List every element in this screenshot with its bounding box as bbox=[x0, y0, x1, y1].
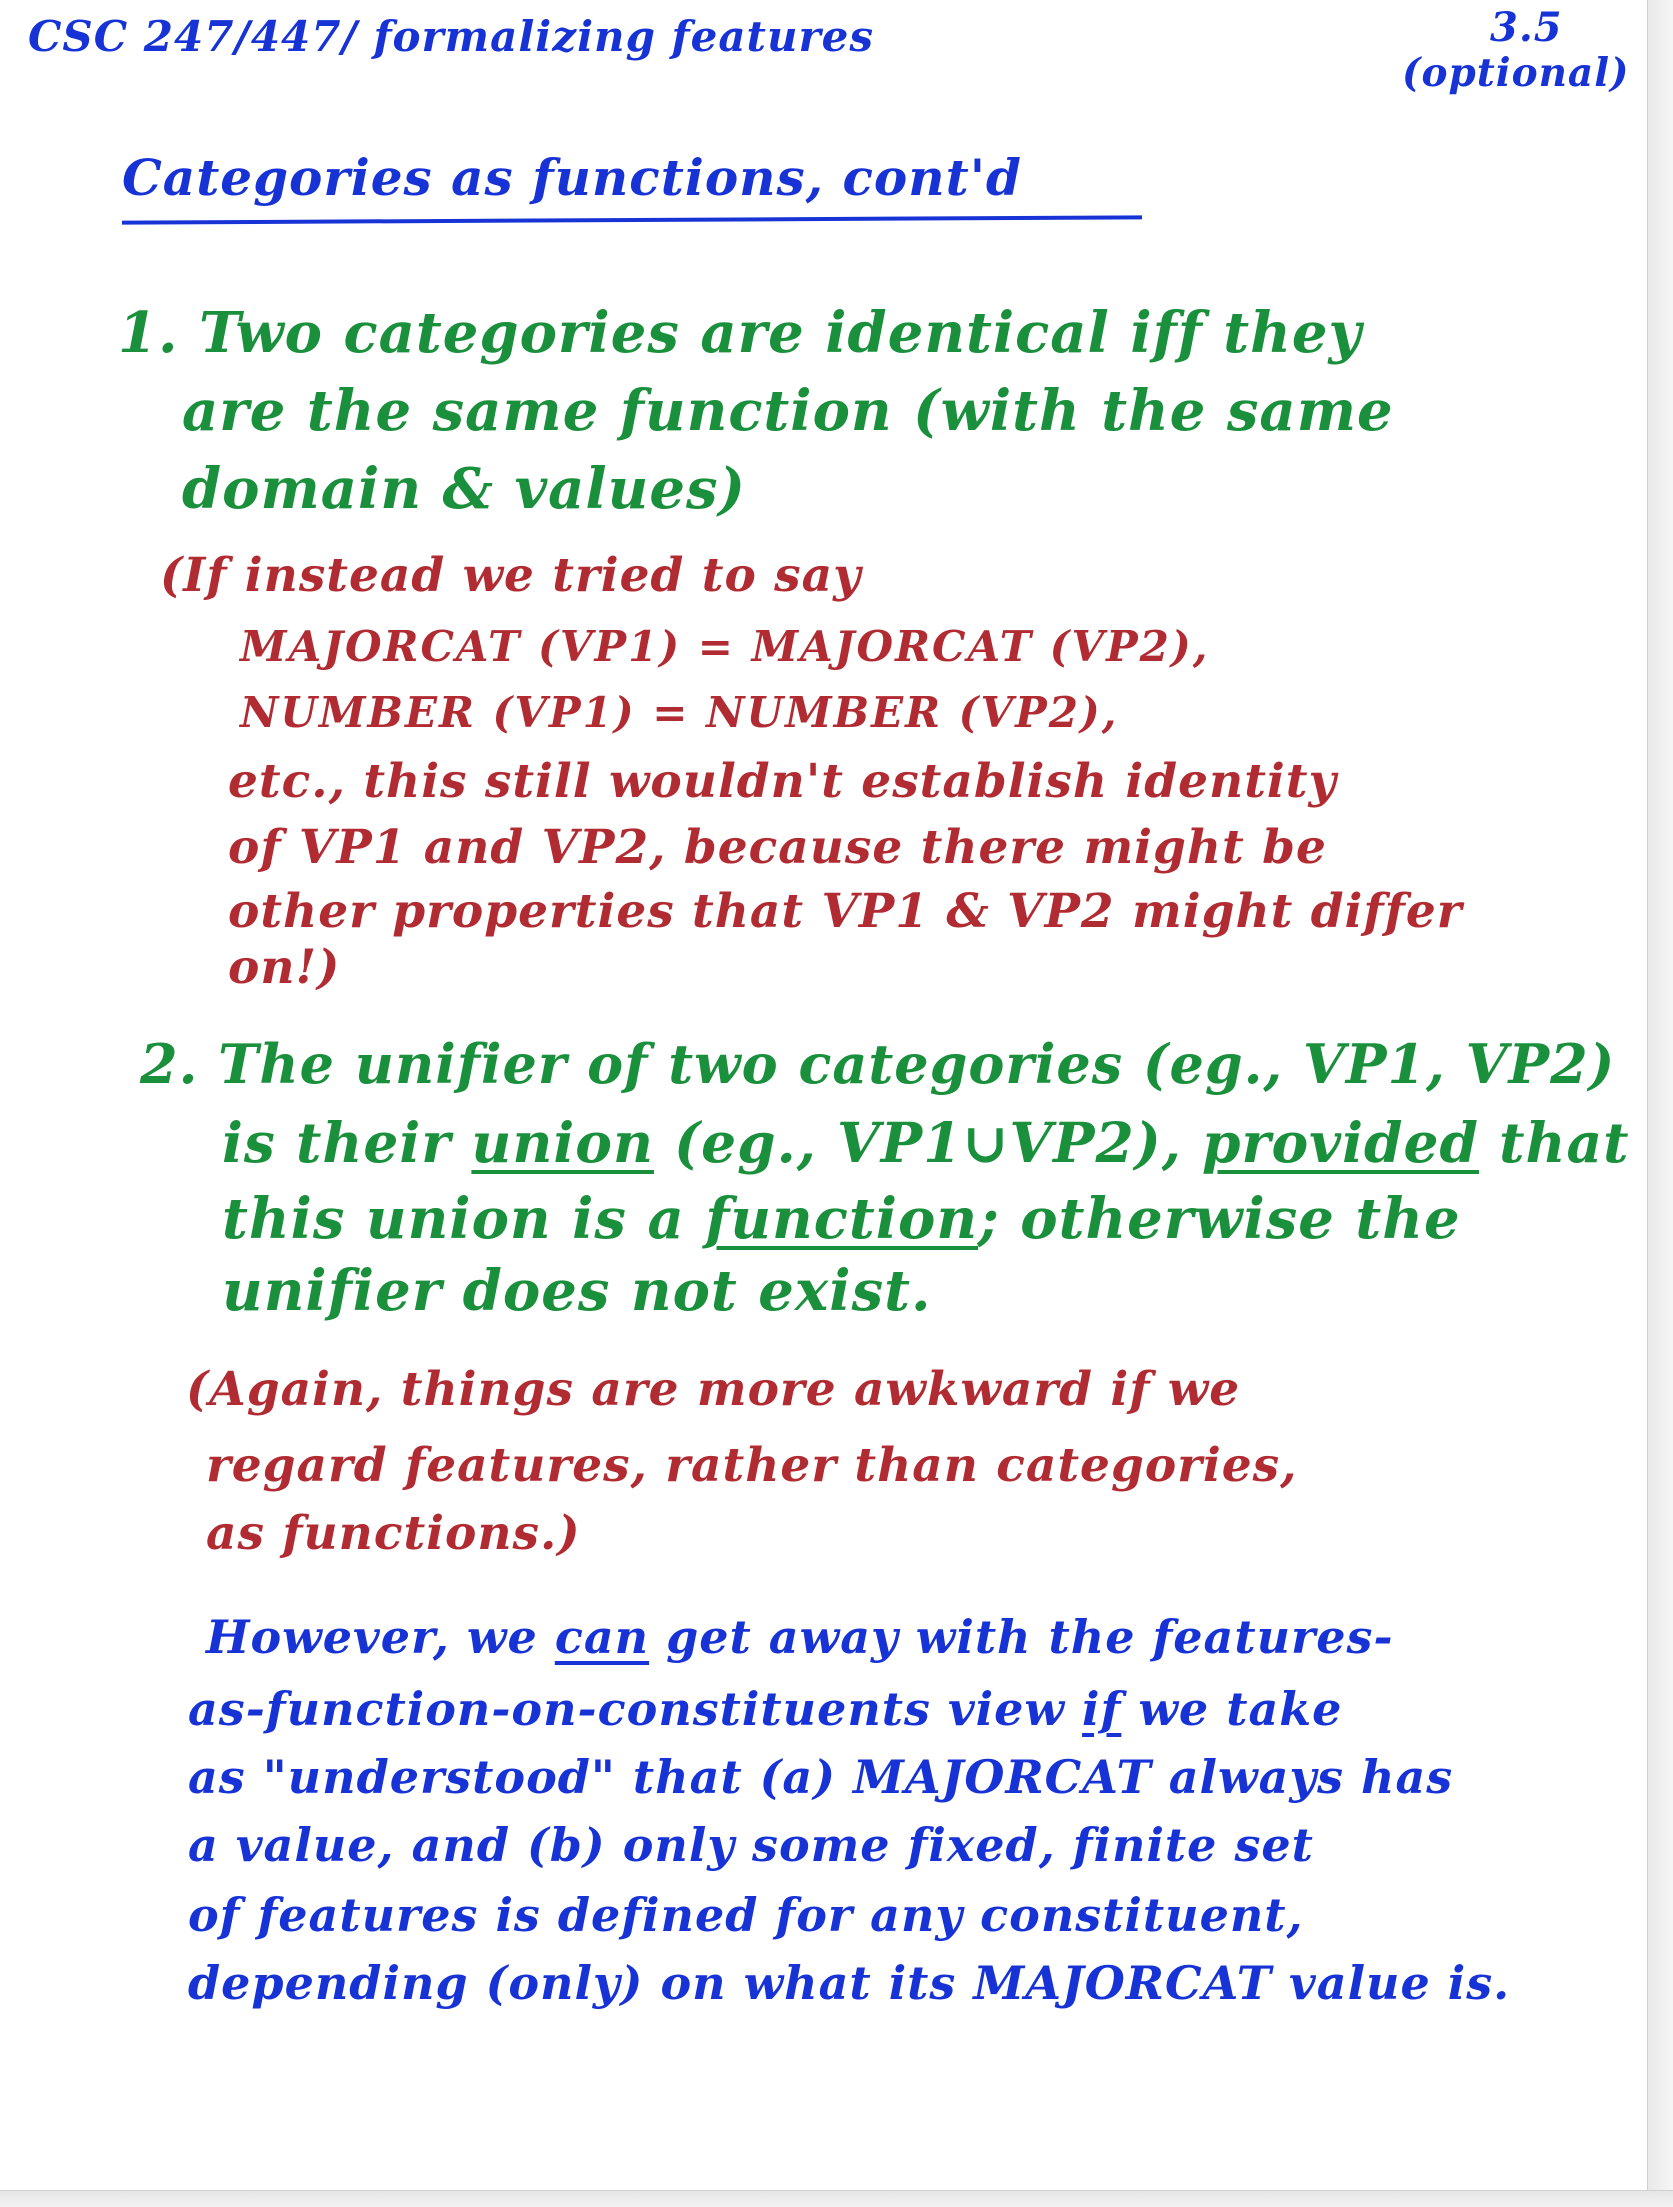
aside1-line3: NUMBER (VP1) = NUMBER (VP2), bbox=[240, 688, 1119, 737]
point2-function-emphasis: function bbox=[705, 1186, 979, 1252]
conclusion-line1-text-b: get away with the features- bbox=[649, 1610, 1394, 1664]
conclusion-line5: of features is defined for any constituent, bbox=[188, 1888, 1304, 1942]
aside1-line6: other properties that VP1 & VP2 might differ bbox=[228, 884, 1463, 939]
conclusion-line3: as "understood" that (a) MAJORCAT always has bbox=[188, 1750, 1454, 1804]
aside1-line5: of VP1 and VP2, because there might be bbox=[228, 820, 1327, 875]
aside2-line3: as functions.) bbox=[206, 1506, 581, 1561]
conclusion-if-emphasis: if bbox=[1082, 1682, 1122, 1736]
title-underline bbox=[122, 215, 1142, 224]
page-note: (optional) bbox=[1402, 50, 1630, 96]
aside2-line1: (Again, things are more awkward if we bbox=[186, 1362, 1241, 1417]
point2-line1: 2. The unifier of two categories (eg., VP1, VP2) bbox=[140, 1032, 1616, 1096]
point2-provided-emphasis: provided bbox=[1202, 1110, 1479, 1175]
paper-edge-right bbox=[1647, 0, 1673, 2206]
paper-edge-bottom bbox=[0, 2190, 1673, 2207]
aside1-line1: (If instead we tried to say bbox=[160, 548, 862, 603]
point2-line4: unifier does not exist. bbox=[222, 1258, 932, 1324]
conclusion-can-emphasis: can bbox=[554, 1610, 650, 1664]
point2-line2-text-a: is their bbox=[222, 1110, 472, 1175]
aside1-line7: on!) bbox=[228, 940, 341, 995]
point2-line3-text-b: ; otherwise the bbox=[978, 1186, 1461, 1252]
course-header: CSC 247/447/ formalizing features bbox=[28, 12, 874, 61]
conclusion-line6: depending (only) on what its MAJORCAT value is. bbox=[188, 1956, 1511, 2010]
conclusion-line2-text-a: as-function-on-constituents view bbox=[188, 1682, 1083, 1736]
conclusion-line2 bbox=[188, 1682, 1342, 1736]
aside1-line2: MAJORCAT (VP1) = MAJORCAT (VP2), bbox=[240, 622, 1210, 671]
conclusion-line1-text-a: However, we bbox=[206, 1610, 555, 1664]
conclusion-line4: a value, and (b) only some fixed, finite set bbox=[188, 1818, 1314, 1872]
point2-line2 bbox=[222, 1110, 1630, 1175]
point2-union-emphasis: union bbox=[471, 1110, 654, 1175]
page-number: 3.5 bbox=[1490, 4, 1563, 51]
conclusion-line1 bbox=[206, 1610, 1394, 1664]
point1-line2: are the same function (with the same bbox=[182, 378, 1394, 444]
aside2-line2: regard features, rather than categories, bbox=[206, 1438, 1298, 1493]
point2-line2-text-c: that bbox=[1478, 1110, 1630, 1175]
point2-line2-text-b: (eg., VP1∪VP2), bbox=[653, 1110, 1203, 1175]
point2-line3 bbox=[222, 1186, 1461, 1252]
aside1-line4: etc., this still wouldn't establish identity bbox=[228, 754, 1337, 809]
page-title: Categories as functions, cont'd bbox=[122, 148, 1022, 207]
conclusion-line2-text-b: we take bbox=[1121, 1682, 1343, 1736]
point2-line3-text-a: this union is a bbox=[222, 1186, 706, 1252]
point1-line3: domain & values) bbox=[182, 456, 747, 522]
point1-line1: 1. Two categories are identical iff they bbox=[118, 300, 1363, 366]
